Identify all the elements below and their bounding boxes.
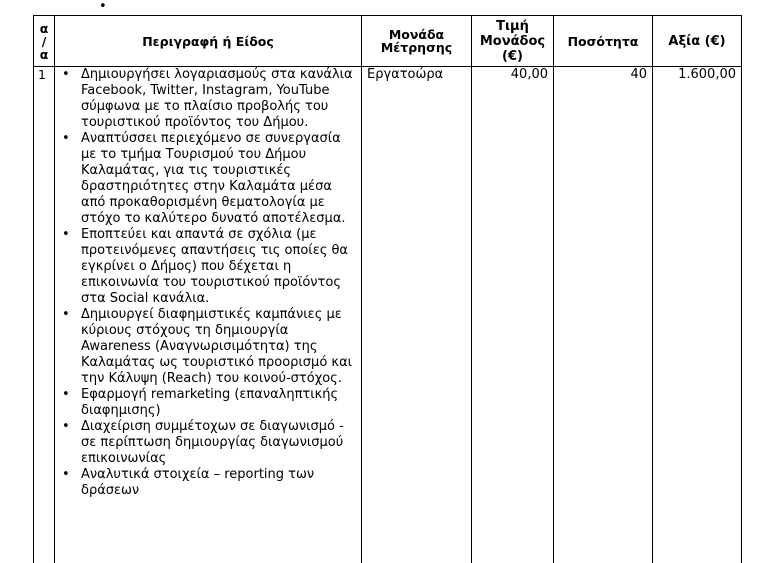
list-item: • Εφαρμογή remarketing (επαναληπτικής διαφημισης)	[55, 387, 361, 419]
header-unit-price-line-3: (€)	[472, 49, 553, 64]
list-item: • Διαχείριση συμμέτοχων σε διαγωνισμό - σε περίπτωση δημιουργίας διαγωνισμού επικοινωνίας	[55, 419, 361, 467]
header-unit-price-line-2: Μονάδος	[472, 34, 553, 49]
row-unit: Εργατοώρα	[362, 67, 472, 563]
row-description	[55, 67, 362, 563]
header-value: Αξία (€)	[653, 16, 742, 67]
header-aa	[34, 16, 55, 67]
header-aa-line-3: α	[34, 48, 54, 61]
header-unit-price-line-1: Τιμή	[472, 19, 553, 34]
header-description: Περιγραφή ή Είδος	[55, 16, 362, 67]
list-item: • Δημιουργεί διαφημιστικές καμπάνιες με κύριους στόχους τη δημιουργία Awareness (Αναγνωρισιμότητα) της Καλαμάτας ως τουριστικό προορισμό και την Κάλυψη (Reach) του κοινού-στόχος.	[55, 307, 361, 387]
list-item: • Εποπτεύει και απαντά σε σχόλια (με προτεινόμενες απαντήσεις τις οποίες θα εγκρίνει ο Δήμος) που δέχεται η επικοινωνία του τουριστικού προϊόντος στα Social κανάλια.	[55, 227, 361, 307]
row-value: 1.600,00	[653, 67, 742, 563]
list-item: • Δημιουργήσει λογαριασμούς στα κανάλια Facebook, Twitter, Instagram, YouTube σύμφωνα με το πλαίσιο προβολής του τουριστικού προϊόντος του Δήμου.	[55, 67, 361, 131]
header-quantity: Ποσότητα	[554, 16, 653, 67]
row-aa: 1	[34, 67, 55, 563]
row-unit-price: 40,00	[472, 67, 554, 563]
header-unit	[362, 16, 472, 67]
row-quantity: 40	[554, 67, 653, 563]
header-unit-line-2: Μέτρησης	[362, 41, 471, 54]
list-item: • Αναλυτικά στοιχεία – reporting των δράσεων	[55, 467, 361, 499]
price-table	[33, 15, 742, 563]
header-aa-line-1: α	[34, 22, 54, 35]
stray-bullet: •	[99, 0, 107, 14]
list-item: • Αναπτύσσει περιεχόμενο σε συνεργασία με το τμήμα Τουρισμού του Δήμου Καλαμάτας, για τις τουριστικές δραστηριότητες στην Καλαμάτα μέσα από προκαθορισμένη θεματολογία με στόχο το καλύτερο δυνατό αποτέλεσμα.	[55, 131, 361, 227]
header-aa-line-2: /	[34, 35, 54, 48]
table-row	[34, 67, 742, 563]
header-unit-line-1: Μονάδα	[362, 28, 471, 41]
description-list	[55, 67, 361, 499]
table-header-row	[34, 16, 742, 67]
header-unit-price	[472, 16, 554, 67]
